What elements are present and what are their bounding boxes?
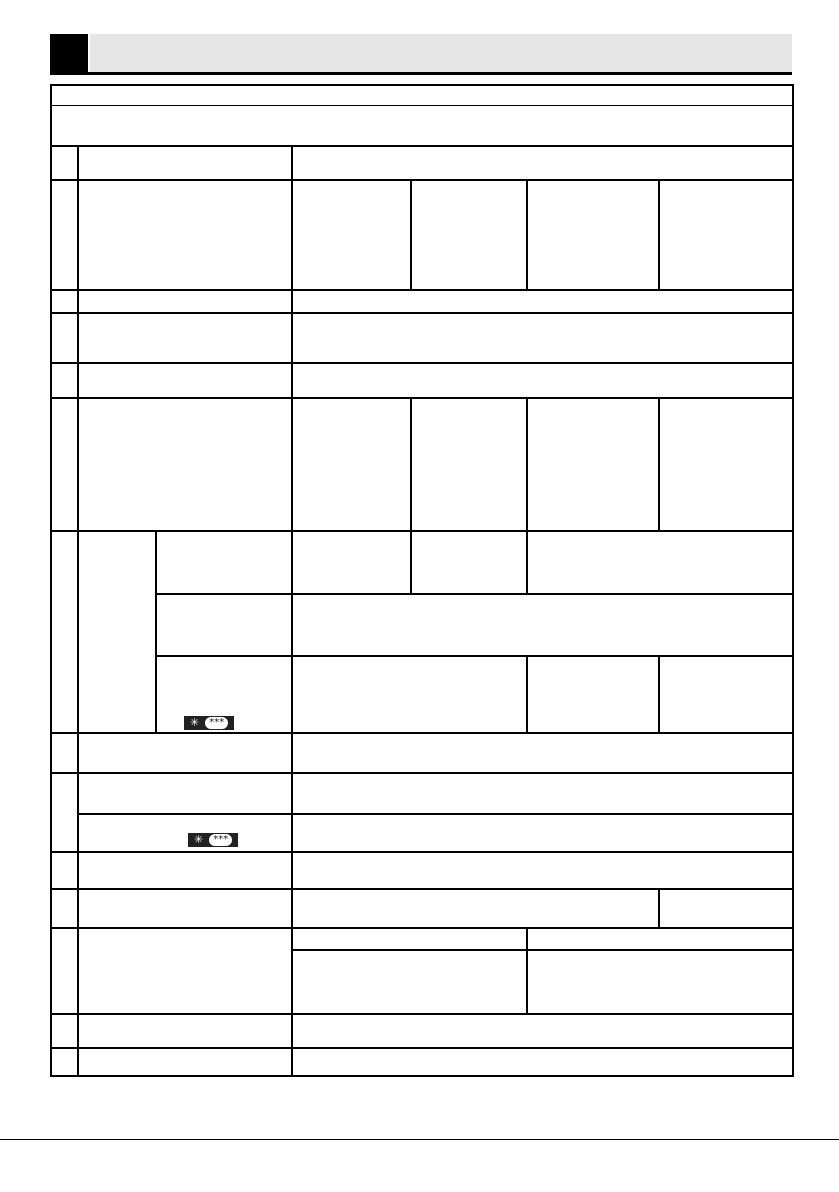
table-border-bottom <box>50 1075 794 1077</box>
value-col-divider <box>526 927 528 1013</box>
section-header-rule <box>50 72 792 75</box>
snowflake-icon: ✳ <box>194 833 204 846</box>
value-col-divider <box>658 397 660 530</box>
row-divider <box>155 593 794 595</box>
row-divider <box>155 655 794 657</box>
value-col-divider <box>658 179 660 289</box>
row-divider <box>291 949 794 951</box>
col-divider-label <box>291 145 293 1077</box>
snowflake-icon: ✳ <box>190 716 200 729</box>
row-divider <box>50 179 794 181</box>
value-col-divider <box>410 179 412 289</box>
col-divider-index <box>77 145 79 732</box>
row-divider <box>77 813 794 815</box>
freezer-star-rating-badge <box>184 716 234 730</box>
row-divider <box>50 732 794 734</box>
row-divider <box>50 1013 794 1015</box>
footer-rule <box>0 1139 839 1140</box>
col-divider-subgroup <box>155 530 157 734</box>
value-col-divider <box>410 397 412 530</box>
value-col-divider <box>526 655 528 732</box>
star-rating-dots: *** <box>209 834 232 846</box>
value-col-divider <box>658 655 660 732</box>
row-divider <box>50 851 794 853</box>
star-rating-dots: *** <box>205 717 228 729</box>
row-divider <box>50 530 794 532</box>
value-col-divider <box>410 530 412 593</box>
row-divider <box>50 397 794 399</box>
section-number-block <box>50 34 88 72</box>
table-title-divider <box>50 105 794 106</box>
row-divider <box>50 312 794 314</box>
row-divider <box>50 888 794 890</box>
row-divider <box>50 362 794 364</box>
col-divider-index <box>77 734 79 1077</box>
freezer-star-rating-badge <box>188 833 238 847</box>
value-col-divider <box>658 888 660 927</box>
row-divider <box>50 289 794 291</box>
row-divider <box>50 145 794 147</box>
row-divider <box>50 1047 794 1049</box>
value-col-divider <box>526 530 528 593</box>
row-divider <box>50 927 794 929</box>
section-title-bar <box>90 34 792 72</box>
row-divider <box>50 772 794 774</box>
table-border-top <box>50 84 794 86</box>
value-col-divider <box>526 179 528 289</box>
value-col-divider <box>526 397 528 530</box>
